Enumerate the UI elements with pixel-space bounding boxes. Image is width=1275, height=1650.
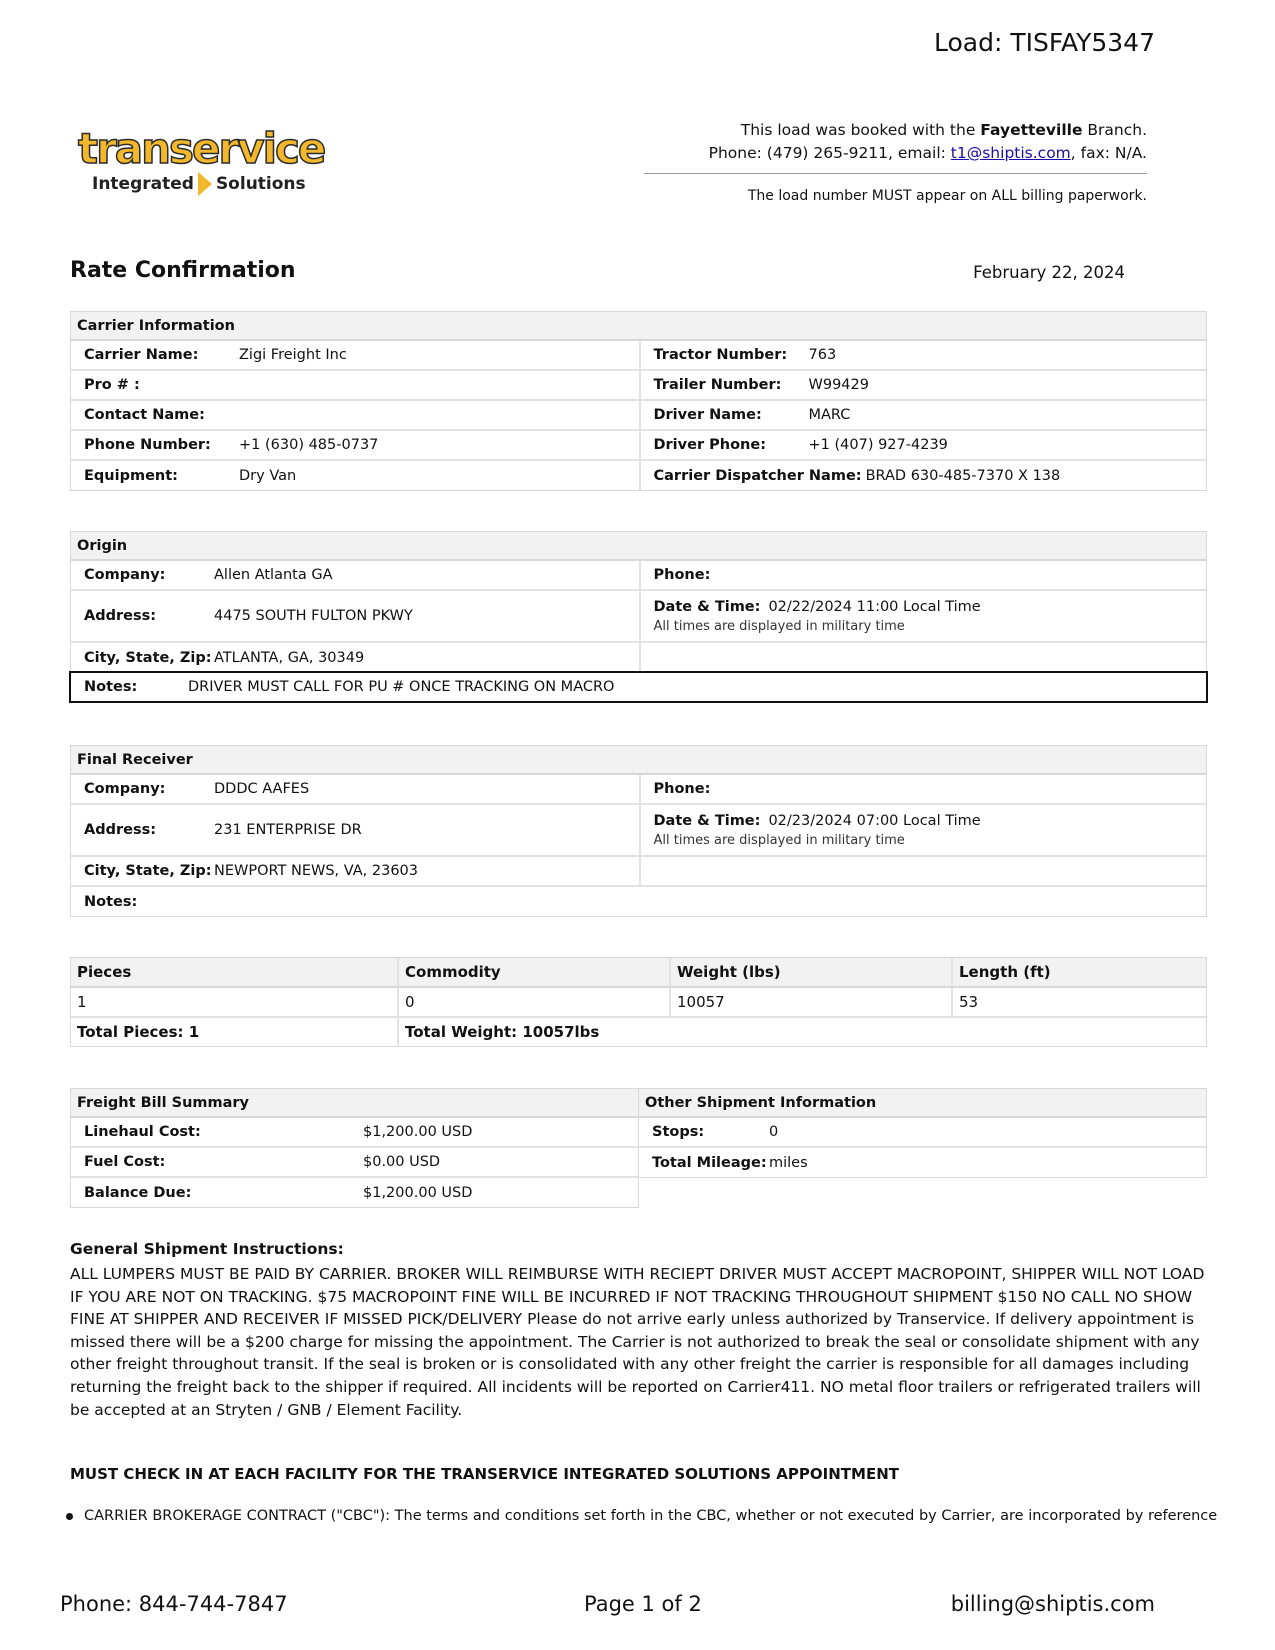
field-label: Carrier Dispatcher Name: bbox=[653, 467, 862, 484]
field-label: Phone Number: bbox=[84, 437, 211, 453]
field-label: Address: bbox=[84, 608, 157, 624]
freight-bill-summary bbox=[70, 1088, 639, 1208]
table-row bbox=[71, 561, 1206, 591]
table-total-row bbox=[71, 1018, 1206, 1046]
logo-tagline-right: Solutions bbox=[215, 174, 306, 194]
field-label: Phone: bbox=[653, 567, 711, 583]
logo-wordmark: transervice bbox=[78, 124, 325, 173]
field-label: Address: bbox=[84, 822, 157, 838]
receiver-datetime: 02/23/2024 07:00 Local Time bbox=[768, 812, 981, 829]
receiver-address: 231 ENTERPRISE DR bbox=[214, 822, 362, 838]
origin-notes bbox=[69, 671, 1208, 703]
field-label: Total Mileage: bbox=[652, 1154, 767, 1171]
logo-tagline-left: Integrated bbox=[92, 174, 194, 194]
table-cell: 0 bbox=[397, 988, 669, 1016]
total-pieces: Total Pieces: 1 bbox=[77, 1023, 200, 1041]
other-shipment-info bbox=[638, 1088, 1207, 1178]
field-label: Driver Name: bbox=[653, 407, 762, 423]
field-label: Pro # : bbox=[84, 377, 140, 393]
table-row bbox=[71, 988, 1206, 1018]
origin-company: Allen Atlanta GA bbox=[214, 567, 333, 583]
branch-prefix: This load was booked with the bbox=[740, 121, 981, 139]
branch-email-link[interactable]: t1@shiptis.com bbox=[950, 144, 1071, 162]
table-row bbox=[71, 775, 1206, 805]
table-cell: 53 bbox=[951, 988, 1206, 1016]
section-heading: Origin bbox=[71, 532, 1206, 561]
company-logo bbox=[78, 124, 325, 208]
freight-table bbox=[70, 957, 1207, 1047]
field-label: Company: bbox=[84, 567, 166, 583]
table-row bbox=[71, 371, 1206, 401]
field-label: City, State, Zip: bbox=[84, 649, 212, 666]
field-value: Zigi Freight Inc bbox=[239, 347, 347, 363]
field-value: W99429 bbox=[808, 377, 869, 393]
origin-address: 4475 SOUTH FULTON PKWY bbox=[214, 608, 413, 624]
billing-note: The load number MUST appear on ALL billing paperwork. bbox=[747, 188, 1147, 204]
cbc-clause: CARRIER BROKERAGE CONTRACT ("CBC"): The terms and conditions set forth in the CBC, whether or not executed by Carrier, are incorporated by reference bbox=[84, 1508, 1218, 1524]
bullet-icon bbox=[66, 1513, 73, 1520]
column-header: Commodity bbox=[397, 958, 669, 986]
branch-name: Fayetteville bbox=[980, 121, 1083, 139]
field-label: Trailer Number: bbox=[653, 377, 782, 393]
field-label: Equipment: bbox=[84, 467, 178, 484]
field-label: Company: bbox=[84, 781, 166, 797]
time-note: All times are displayed in military time bbox=[653, 618, 905, 634]
table-row bbox=[71, 431, 1206, 461]
section-heading: Freight Bill Summary bbox=[71, 1089, 638, 1118]
linehaul-cost: $1,200.00 USD bbox=[363, 1124, 473, 1140]
receiver-section bbox=[70, 745, 1207, 917]
receiver-city: NEWPORT NEWS, VA, 23603 bbox=[214, 863, 419, 879]
field-label: Phone: bbox=[653, 781, 711, 797]
branch-suffix: Branch. bbox=[1082, 121, 1147, 139]
logo-tagline bbox=[92, 172, 308, 196]
time-note: All times are displayed in military time bbox=[653, 832, 905, 848]
field-label: Notes: bbox=[84, 679, 138, 695]
origin-section bbox=[70, 531, 1207, 673]
table-row bbox=[71, 887, 1206, 916]
table-row bbox=[71, 1148, 638, 1178]
column-header: Weight (lbs) bbox=[669, 958, 951, 986]
origin-city: ATLANTA, GA, 30349 bbox=[214, 649, 365, 666]
field-label: Stops: bbox=[652, 1124, 705, 1140]
divider bbox=[644, 173, 1147, 174]
table-row bbox=[71, 341, 1206, 371]
table-cell: 1 bbox=[77, 993, 87, 1011]
total-weight: Total Weight: 10057lbs bbox=[397, 1018, 1206, 1046]
field-value: BRAD 630-485-7370 X 138 bbox=[865, 467, 1061, 484]
field-value: 763 bbox=[808, 347, 837, 363]
load-number: Load: TISFAY5347 bbox=[934, 28, 1155, 57]
origin-datetime: 02/22/2024 11:00 Local Time bbox=[768, 598, 981, 615]
chevron-right-icon bbox=[198, 172, 212, 196]
field-label: Date & Time: bbox=[653, 812, 761, 829]
field-label: Fuel Cost: bbox=[84, 1154, 166, 1170]
field-label: Tractor Number: bbox=[653, 347, 788, 363]
table-row bbox=[71, 591, 1206, 643]
field-label: City, State, Zip: bbox=[84, 863, 212, 879]
table-row bbox=[71, 1118, 638, 1148]
field-label: Carrier Name: bbox=[84, 347, 199, 363]
table-row bbox=[71, 401, 1206, 431]
contact-prefix: Phone: (479) 265-9211, email: bbox=[708, 144, 951, 162]
contact-suffix: , fax: N/A. bbox=[1070, 144, 1147, 162]
balance-due: $1,200.00 USD bbox=[363, 1184, 473, 1201]
table-row bbox=[71, 461, 1206, 490]
section-heading: Carrier Information bbox=[71, 312, 1206, 341]
section-heading: Other Shipment Information bbox=[639, 1089, 1206, 1118]
table-cell: 10057 bbox=[669, 988, 951, 1016]
table-row bbox=[71, 643, 1206, 672]
list-item bbox=[66, 1508, 1217, 1524]
field-label: Driver Phone: bbox=[653, 437, 767, 453]
branch-info bbox=[709, 119, 1147, 165]
column-header: Pieces bbox=[77, 963, 132, 981]
field-label: Contact Name: bbox=[84, 407, 205, 423]
table-header-row bbox=[71, 958, 1206, 988]
field-label: Linehaul Cost: bbox=[84, 1124, 201, 1140]
field-value: +1 (407) 927-4239 bbox=[808, 437, 948, 453]
branch-line bbox=[709, 119, 1147, 142]
field-value: MARC bbox=[808, 407, 851, 423]
receiver-company: DDDC AAFES bbox=[214, 781, 310, 797]
column-header: Length (ft) bbox=[951, 958, 1206, 986]
table-row bbox=[639, 1148, 1206, 1177]
stops-value: 0 bbox=[769, 1124, 779, 1140]
table-row bbox=[71, 857, 1206, 887]
footer-email: billing@shiptis.com bbox=[950, 1592, 1155, 1616]
mileage-value: miles bbox=[769, 1154, 808, 1171]
table-row bbox=[71, 1178, 638, 1207]
instructions-body: ALL LUMPERS MUST BE PAID BY CARRIER. BROKER WILL REIMBURSE WITH RECIEPT DRIVER MUST ACCEPT MACROPOINT, SHIPPER WILL NOT LOAD IF YOU ARE NOT ON TRACKING. $75 MACROPOINT FINE WILL BE INCURRED IF NOT TRACKING THROUGHOUT SHIPMENT $150 NO CALL NO SHOW FINE AT SHIPPER AND RECEIVER IF MISSED PICK/DELIVERY Please do not arrive early unless authorized by Transervice. If delivery appointment is missed there will be a $200 charge for missing the appointment. The Carrier is not authorized to break the seal or consolidate shipment with any other freight throughout transit. If the seal is broken or is consolidated with any other freight the carrier is responsible for all damages including returning the freight back to the shipper if required. All incidents will be reported on Carrier411. NO metal floor trailers or refrigerated trailers will be accepted at an Stryten / GNB / Element Facility. bbox=[70, 1265, 1205, 1419]
section-heading: Final Receiver bbox=[71, 746, 1206, 775]
fuel-cost: $0.00 USD bbox=[363, 1154, 441, 1170]
table-row bbox=[71, 805, 1206, 857]
page-number: Page 1 of 2 bbox=[584, 1592, 702, 1616]
check-in-notice: MUST CHECK IN AT EACH FACILITY FOR THE TRANSERVICE INTEGRATED SOLUTIONS APPOINTMENT bbox=[70, 1465, 899, 1483]
field-label: Balance Due: bbox=[84, 1184, 192, 1201]
document-date: February 22, 2024 bbox=[973, 263, 1125, 282]
instructions-heading: General Shipment Instructions: bbox=[70, 1240, 344, 1258]
origin-notes-text: DRIVER MUST CALL FOR PU # ONCE TRACKING ON MACRO bbox=[188, 679, 615, 695]
field-label: Date & Time: bbox=[653, 598, 761, 615]
field-value: Dry Van bbox=[239, 467, 297, 484]
table-row bbox=[639, 1118, 1206, 1148]
field-label: Notes: bbox=[84, 893, 138, 910]
footer-phone: Phone: 844-744-7847 bbox=[60, 1592, 288, 1616]
field-value: +1 (630) 485-0737 bbox=[239, 437, 379, 453]
branch-contact bbox=[709, 142, 1147, 165]
page-title: Rate Confirmation bbox=[70, 258, 296, 283]
carrier-info-section bbox=[70, 311, 1207, 491]
